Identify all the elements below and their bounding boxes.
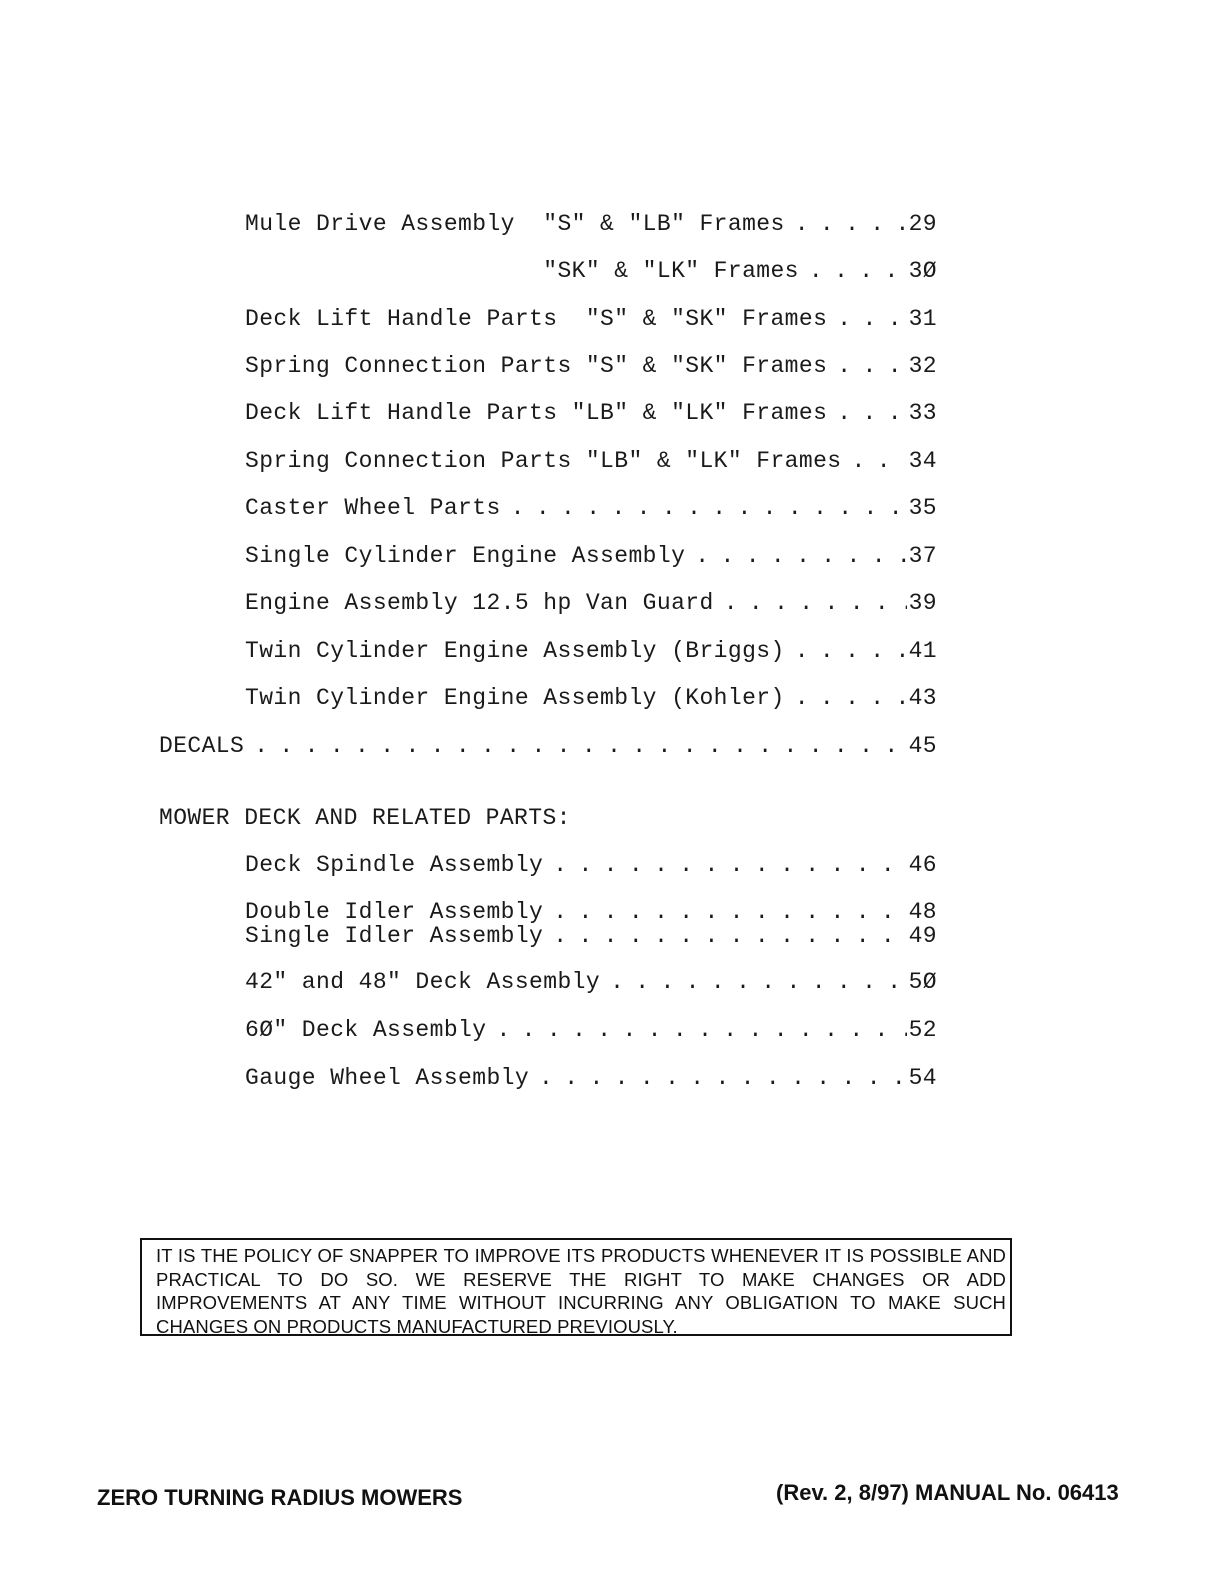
- toc-entry: [245, 351, 937, 381]
- toc-entry: [245, 446, 937, 476]
- toc-entry-page: 45: [908, 733, 937, 759]
- toc-entry-title: Gauge Wheel Assembly: [245, 1065, 530, 1091]
- leader-dots: [539, 1063, 907, 1093]
- toc-entry-title: 42" and 48" Deck Assembly: [245, 969, 601, 995]
- policy-notice-box: [140, 1238, 1012, 1336]
- leader-dots: [837, 304, 906, 334]
- leader-dots: [837, 351, 906, 381]
- leader-dots: [496, 1015, 906, 1045]
- toc-entry-page: 29: [908, 211, 937, 237]
- toc-entry-title: Single Idler Assembly: [245, 923, 544, 949]
- leader-dots: [610, 967, 907, 997]
- toc-entry-page: 48: [908, 899, 937, 925]
- toc-entry-page: 54: [908, 1065, 937, 1091]
- toc-entry: [245, 683, 937, 713]
- toc-entry-page: 35: [908, 495, 937, 521]
- toc-entry-page: 49: [908, 923, 937, 949]
- toc-entry-page: 52: [908, 1017, 937, 1043]
- toc-entry: [245, 1063, 937, 1093]
- toc-entry-title: Deck Lift Handle Parts "S" & "SK" Frames: [245, 306, 828, 332]
- toc-entry: [245, 588, 937, 618]
- leader-dots: [795, 209, 907, 239]
- toc-entry-page: 33: [908, 400, 937, 426]
- toc-entry: [245, 209, 937, 239]
- footer-title: ZERO TURNING RADIUS MOWERS: [97, 1485, 463, 1510]
- toc-entry-page: 41: [908, 638, 937, 664]
- toc-entry-page: 32: [908, 353, 937, 379]
- footer-manual-number: (Rev. 2, 8/97) MANUAL No. 06413: [776, 1480, 1119, 1505]
- toc-entry-title: Twin Cylinder Engine Assembly (Briggs): [245, 638, 785, 664]
- toc-entry: [245, 256, 937, 286]
- toc-entry-page: 46: [908, 852, 937, 878]
- toc-entry-title: Engine Assembly 12.5 hp Van Guard: [245, 590, 714, 616]
- leader-dots: [511, 493, 907, 523]
- toc-entry-page: 34: [908, 448, 937, 474]
- leader-dots: [254, 731, 906, 761]
- toc-entry-title: Double Idler Assembly: [245, 899, 544, 925]
- toc-entry: [245, 398, 937, 428]
- toc-entry-title: Twin Cylinder Engine Assembly (Kohler): [245, 685, 785, 711]
- leader-dots: [852, 446, 907, 476]
- toc-entry-title: Single Cylinder Engine Assembly: [245, 543, 686, 569]
- leader-dots: [795, 636, 907, 666]
- toc-entry-title: Deck Lift Handle Parts "LB" & "LK" Frames: [245, 400, 828, 426]
- toc-entry-page: 31: [908, 306, 937, 332]
- toc-entry: [245, 493, 937, 523]
- toc-entry: [245, 636, 937, 666]
- toc-entry-page: 43: [908, 685, 937, 711]
- toc-entry: [245, 541, 937, 571]
- leader-dots: [553, 850, 906, 880]
- toc-entry: [245, 850, 937, 880]
- toc-entry-page: 3Ø: [908, 258, 937, 284]
- leader-dots: [795, 683, 907, 713]
- leader-dots: [724, 588, 907, 618]
- toc-entry-page: 5Ø: [908, 969, 937, 995]
- policy-notice-text: IT IS THE POLICY OF SNAPPER TO IMPROVE ITS PRODUCTS WHENEVER IT IS POSSIBLE AND PRACTICAL TO DO SO. WE RESERVE THE RIGHT TO MAKE CHANGES OR ADD IMPROVEMENTS AT ANY TIME WITHOUT INCURRING ANY OBLIGATION TO MAKE SUCH CHANGES ON PRODUCTS MANUFACTURED PREVIOUSLY.: [156, 1245, 1006, 1337]
- toc-entry: [245, 921, 937, 951]
- section-heading: MOWER DECK AND RELATED PARTS:: [159, 805, 571, 831]
- toc-entry-title: 6Ø" Deck Assembly: [245, 1017, 487, 1043]
- toc-entry-title: Deck Spindle Assembly: [245, 852, 544, 878]
- toc-entry: [245, 967, 937, 997]
- leader-dots: [809, 256, 907, 286]
- toc-entry-decals: [159, 731, 937, 761]
- leader-dots: [695, 541, 906, 571]
- toc-entry-title: "SK" & "LK" Frames: [245, 258, 799, 284]
- toc-entry-title: Caster Wheel Parts: [245, 495, 501, 521]
- toc-entry: [245, 304, 937, 334]
- toc-entry-title: DECALS: [159, 733, 245, 759]
- toc-entry-title: Mule Drive Assembly "S" & "LB" Frames: [245, 211, 785, 237]
- toc-entry: [245, 1015, 937, 1045]
- toc-entry-page: 39: [908, 590, 937, 616]
- toc-entry-page: 37: [908, 543, 937, 569]
- leader-dots: [837, 398, 906, 428]
- toc-entry-title: Spring Connection Parts "LB" & "LK" Frames: [245, 448, 842, 474]
- leader-dots: [553, 921, 906, 951]
- toc-entry-title: Spring Connection Parts "S" & "SK" Frames: [245, 353, 828, 379]
